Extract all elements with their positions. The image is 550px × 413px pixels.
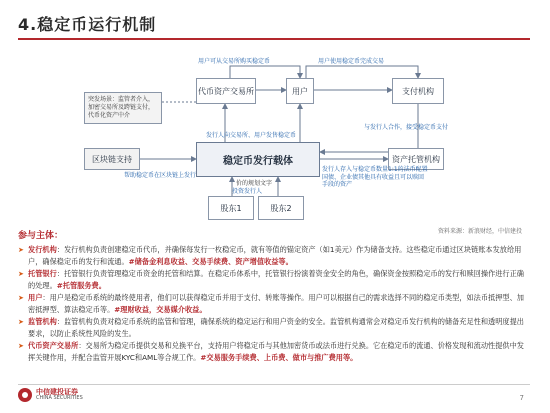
bullet-arrow-icon: ➤ (18, 246, 24, 254)
label-user-pay: 用户使用稳定币完成交易 (318, 58, 385, 65)
user-box: 用户 (286, 78, 314, 104)
title-divider (18, 38, 530, 40)
participant-item (18, 292, 530, 316)
footer-divider (18, 384, 530, 385)
bullet-arrow-icon: ➤ (18, 342, 24, 350)
participant-text: ：用户是稳定币系统的最终使用者，他们可以获得稳定币并用于支付、转账等操作。用户可以根据自己的需求选择不同的稳定币类型，如法币抵押型、加密抵押型、算法稳定币等。 (28, 293, 524, 314)
bullet-arrow-icon: ➤ (18, 318, 24, 326)
logo-subtitle: CHINA SECURITIES (36, 395, 83, 401)
participant-item (18, 340, 530, 364)
participant-highlight: #交易服务手续费、上币费、做市与推广费用等。 (200, 353, 358, 362)
label-blockchain-help: 帮助稳定币在区块链上发行 (124, 172, 197, 179)
arrow-user-pay-top (306, 66, 418, 78)
issuer-box: 稳定币发行载体 (196, 142, 320, 177)
participant-highlight: #托管服务费。 (56, 281, 106, 290)
title-bar (0, 0, 550, 44)
shareholder1-box: 股东1 (208, 196, 254, 220)
page-number: 7 (519, 394, 524, 402)
participant-label: 托管银行 (28, 269, 57, 278)
participant-label: 用户 (28, 293, 43, 302)
participant-text: ：交易所为稳定币提供交易和兑换平台，支持用户将稳定币与其他加密货币或法币进行兑换。它在稳定币的流通、价格发现和流动性提供中发挥关键作用，并配合监管开展KYC和AML等合规工作。 (28, 341, 524, 362)
scenario-callout: 突发场景：监管者介入，加密交易所及跨链支付，代币化资产中介 (84, 92, 162, 124)
logo-name: 中信建投证券 (36, 388, 78, 396)
source-note: 资料来源：新浪财经，中信建投 (437, 228, 522, 235)
logo-text (36, 389, 83, 401)
exchange-box: 代币资产交易所 (196, 78, 256, 104)
participant-label: 发行机构 (28, 245, 57, 254)
stablecoin-diagram (0, 44, 550, 230)
participant-label: 监管机构 (28, 317, 57, 326)
label-user-buy: 用户可从交易所购买稳定币 (198, 58, 271, 65)
bullet-arrow-icon: ➤ (18, 294, 24, 302)
custodian-box: 资产托管机构 (388, 148, 444, 170)
participant-text: ：托管银行负责管理稳定币资金的托管和结算。在稳定币体系中，托管银行扮演着资金安全的角色，确保资金按照稳定币的发行和赎回操作进行正确的处理。 (28, 269, 524, 290)
company-logo (18, 388, 83, 402)
participant-item (18, 268, 530, 292)
participant-item (18, 244, 530, 268)
label-value-text: 价的规划文字 (236, 180, 273, 187)
participants-section (18, 228, 530, 364)
logo-icon (18, 388, 32, 402)
label-reserve: 发行人存入与稳定币数量1:1的法币配置国债、企业债其他具有收益且可以赎回手段的资产 (322, 166, 428, 188)
section-heading: 参与主体： (18, 231, 64, 241)
page-title: 4.稳定币运行机制 (18, 15, 157, 34)
participant-text: ：发行机构负责创建稳定币代币，并确保每发行一枚稳定币，就有等值的锚定资产（如1美元）作为储备支持。这些稳定币通过区块链账本发放给用户，确保稳定币的发行和流通。 (28, 245, 522, 266)
label-issuer-to-exchange: 发行人向交易所、用户发售稳定币 (206, 132, 297, 139)
participant-highlight: #理财收益，交易媒介收益。 (114, 305, 207, 314)
label-payment-coop: 与发行人合作，接受稳定币支付 (364, 124, 449, 131)
bullet-arrow-icon: ➤ (18, 270, 24, 278)
arrow-user-buy-top (230, 66, 300, 78)
participant-highlight: #储备金利息收益、交易手续费、资产增值收益等。 (128, 257, 293, 266)
label-investor: 投资发行人 (232, 188, 263, 195)
shareholder2-box: 股东2 (258, 196, 304, 220)
participant-text: ：监管机构负责对稳定币系统的监管和管理，确保系统的稳定运行和用户资金的安全。监管机构通常会对稳定币发行机构的储备充足性和透明度提出要求，以防止系统性风险的发生。 (28, 317, 524, 338)
participant-label: 代币资产交易所 (28, 341, 79, 350)
participant-item (18, 316, 530, 340)
payment-box: 支付机构 (392, 78, 444, 104)
blockchain-box: 区块链支持 (84, 148, 140, 170)
